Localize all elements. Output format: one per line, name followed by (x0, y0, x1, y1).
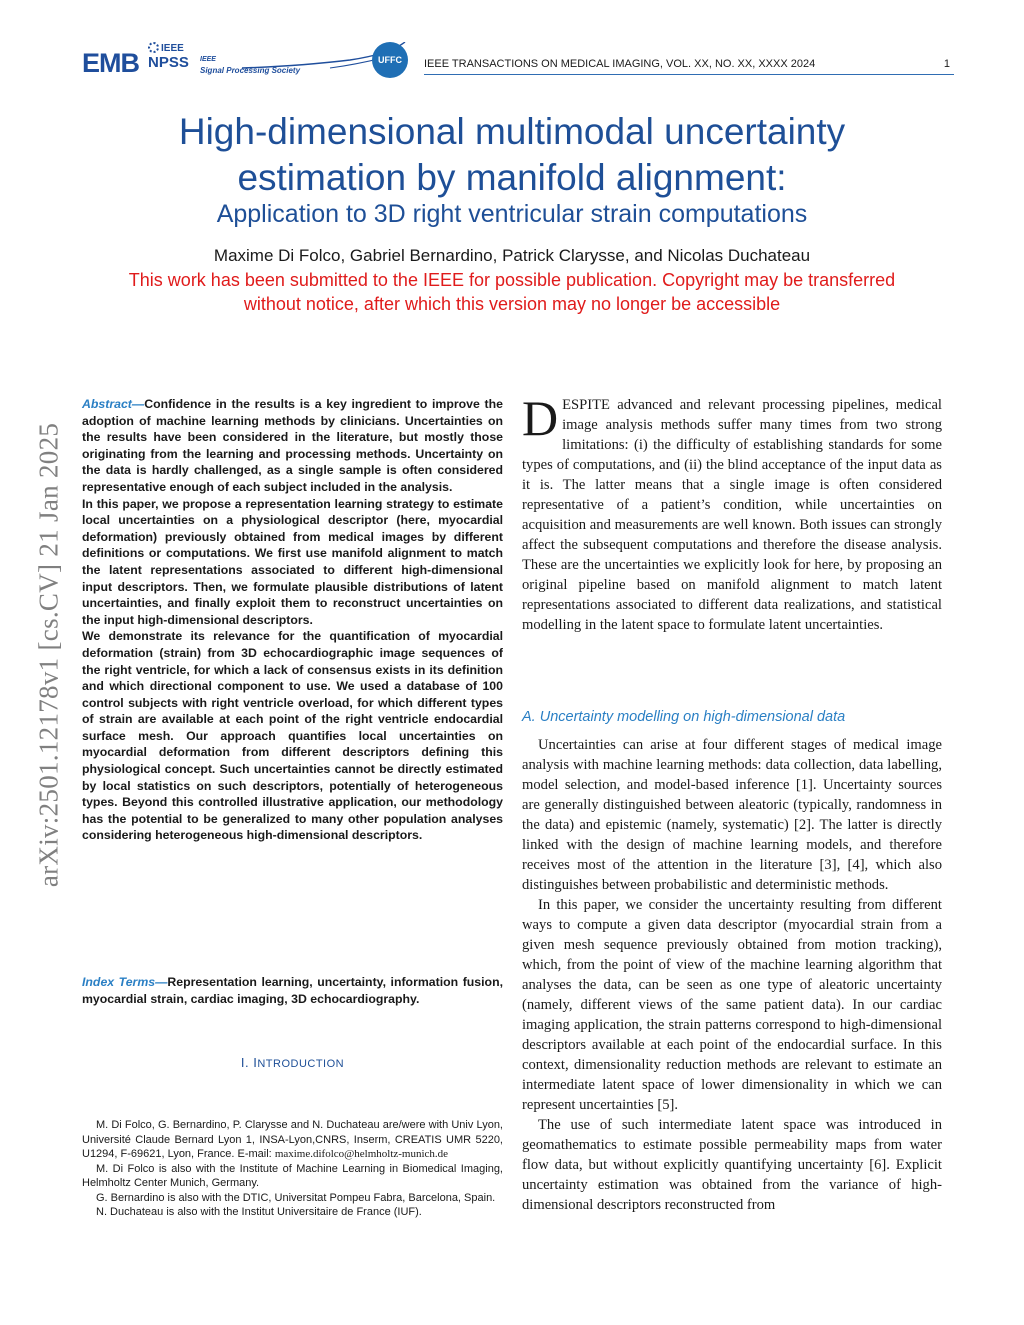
introduction-paragraph-1-text: ESPITE advanced and relevant processing pipelines, medical image analysis methods suffer many times from two strong limitations: (i) the difficulty of establishing standards for some types of computations, and (ii) the blind acceptance of the input data as it is. The latter means that a single image is often considered representative of a patient’s condition, while uncertainties on acquisition and measurements are well known. Both issues can strongly affect the subsequent computations and therefore the disease analysis. These are the uncertainties we explicitly look for here, by proposing an original pipeline based on manifold alignment to match latent representations associated to different data realizations, and statistical modelling in the latent space to formulate latent uncertainties. (522, 397, 942, 633)
abstract (82, 396, 503, 844)
arxiv-stamp-text: arXiv:2501.12178v1 [cs.CV] 21 Jan 2025 (33, 422, 64, 888)
author-list: Maxime Di Folco, Gabriel Bernardino, Patrick Clarysse, and Nicolas Duchateau (213, 246, 811, 265)
affiliation-footnotes (82, 1118, 503, 1220)
sps-ieee-text: IEEE (200, 56, 216, 63)
subsection-a-paragraph-3: The use of such intermediate latent space was introduced in geomathematics to estimate possible permeability maps from water flow data, but without explicitly quantifying uncertainty [6]. Explicit uncertainty estimation was obtained from the variance of high-dimensional descriptors reconstructed from (522, 1117, 942, 1213)
index-terms-text: Representation learning, uncertainty, information fusion, myocardial strain, cardiac imaging, 3D echocardiography. (82, 975, 503, 1006)
copyright-notice-line-2: without notice, after which this version may no longer be accessible (243, 294, 781, 314)
npss-text: NPSS (148, 54, 189, 71)
index-terms (82, 974, 503, 1007)
abstract-paragraph-3: We demonstrate its relevance for the quantification of myocardial deformation (strain) from 3D echocardiographic image sequences of the right ventricle, for which a lack of consensus exists in its definition and which directional component to use. We used a database of 100 control subjects with right ventricle overload, for which different types of strain are available at each point of the right ventricle endocardial surface mesh. Our approach quantifies local uncertainties on myocardial deformation from different descriptors defining this physiological concept. Such uncertainties cannot be directly estimated by local statistics on such descriptors, potentially of heterogeneous types. Beyond this controlled illustrative application, our methodology has the potential to be generalized to many other population analyses considering heterogeneous high-dimensional descriptors. (82, 629, 503, 843)
footnote-helmholtz: M. Di Folco is also with the Institute of Machine Learning in Biomedical Imaging, Helmholtz Center Munich, Germany. (82, 1162, 503, 1189)
subsection-a-paragraph-1: Uncertainties can arise at four different stages of medical image analysis with machine learning methods: data collection, data labelling, model selection, and model-based inference [1]. Uncertainty sources are generally distinguished between aleatoric (typically, randomness in the data) and epistemic (namely, systematic) [2]. The latter is directly linked with the design of machine learning models, and therefore receives most of the attention in the literature [3], [4], which also distinguishes between probabilistic and deterministic methods. (522, 737, 942, 893)
section-first-letter: I (253, 1055, 258, 1070)
abstract-paragraph-2: In this paper, we propose a representation learning strategy to estimate local uncertainties on a physiological descriptor (here, myocardial deformation) previously obtained from medical images by different definitions or computations. We first use manifold alignment to match the latent representations associated to different high-dimensional input descriptors. Then, we formulate plausible distributions of latent uncertainties, and finally exploit them to reconstruct uncertainties on the input high-dimensional descriptors. (82, 496, 503, 627)
dropcap-letter: D (522, 390, 559, 446)
footnote-email: maxime.difolco@helmholtz-munich.de (274, 1148, 449, 1160)
journal-header (424, 58, 954, 75)
subsection-a-paragraph-2: In this paper, we consider the uncertainty resulting from different ways to compute a given data descriptor (myocardial strain from a given mesh sequence previously obtained from motion tracking), which, from the point of view of the machine learning algorithm that analyses the data, can be seen as one type of aleatoric uncertainty (namely, different views of the same patient data). In our cardiac imaging application, the strain patterns correspond to high-dimensional descriptors available at each point of the endocardial surface. In this context, dimensionality reduction methods are relevant to estimate an intermediate latent space of lower dimensionality in which we can represent uncertainties [5]. (522, 897, 942, 1113)
abstract-paragraph-1 (82, 396, 503, 496)
footnote-upf: G. Bernardino is also with the DTIC, Universitat Pompeu Fabra, Barcelona, Spain. (96, 1191, 496, 1204)
copyright-notice (60, 268, 964, 316)
journal-title: IEEE TRANSACTIONS ON MEDICAL IMAGING, VOL. XX, NO. XX, XXXX 2024 (424, 58, 816, 70)
arxiv-stamp (28, 365, 70, 945)
abstract-dash: — (131, 397, 145, 411)
abstract-text-1: Confidence in the results is a key ingredient to improve the adoption of machine learning methods by clinicians. Uncertainties on the results have been considered in the literature, but mostly those originating from the learning and processing methods. Uncertainty on the data is hardly challenged, as a single sample is often considered representative enough of each subject included in the analysis. (82, 397, 503, 494)
sps-text: Signal Processing Society (200, 66, 301, 75)
section-heading-introduction (82, 1055, 503, 1070)
section-title-rest: NTRODUCTION (257, 1058, 345, 1070)
paper-subtitle: Application to 3D right ventricular strain computations (216, 200, 808, 228)
footnote-affiliation (82, 1118, 503, 1162)
gear-icon (148, 42, 159, 53)
emb-logo: EMB (82, 48, 139, 78)
footnote-iuf: N. Duchateau is also with the Institut Universitaire de France (IUF). (96, 1206, 422, 1218)
paper-title-line-2: estimation by manifold alignment: (237, 157, 787, 198)
publisher-logos (82, 42, 412, 84)
subsection-a-body (522, 735, 942, 1215)
index-terms-label: Index Terms (82, 975, 156, 989)
paper-title-line-1: High-dimensional multimodal uncertainty (178, 111, 846, 152)
copyright-notice-line-1: This work has been submitted to the IEEE for possible publication. Copyright may be transferred (128, 270, 896, 290)
index-terms-dash: — (155, 975, 168, 989)
introduction-paragraph-block (522, 390, 942, 635)
ieee-npss-logo (148, 42, 196, 84)
page-number: 1 (943, 58, 950, 70)
npss-ieee-text: IEEE (161, 43, 184, 54)
subsection-heading-uncertainty-modelling: A. Uncertainty modelling on high-dimensional data (522, 709, 846, 725)
footnote-affiliation-text: M. Di Folco, G. Bernardino, P. Clarysse and N. Duchateau are/were with Univ Lyon, Université Claude Bernard Lyon 1, INSA-Lyon,CNRS, Inserm, CREATIS UMR 5220, U1294, F-69621, Lyon, France. E-mail: (82, 1119, 503, 1160)
signal-processing-society-logo (200, 56, 390, 86)
uffc-logo: UFFC (372, 42, 408, 78)
section-numeral: I. (240, 1055, 254, 1070)
abstract-label: Abstract (82, 397, 132, 411)
introduction-paragraph-1 (522, 390, 942, 635)
